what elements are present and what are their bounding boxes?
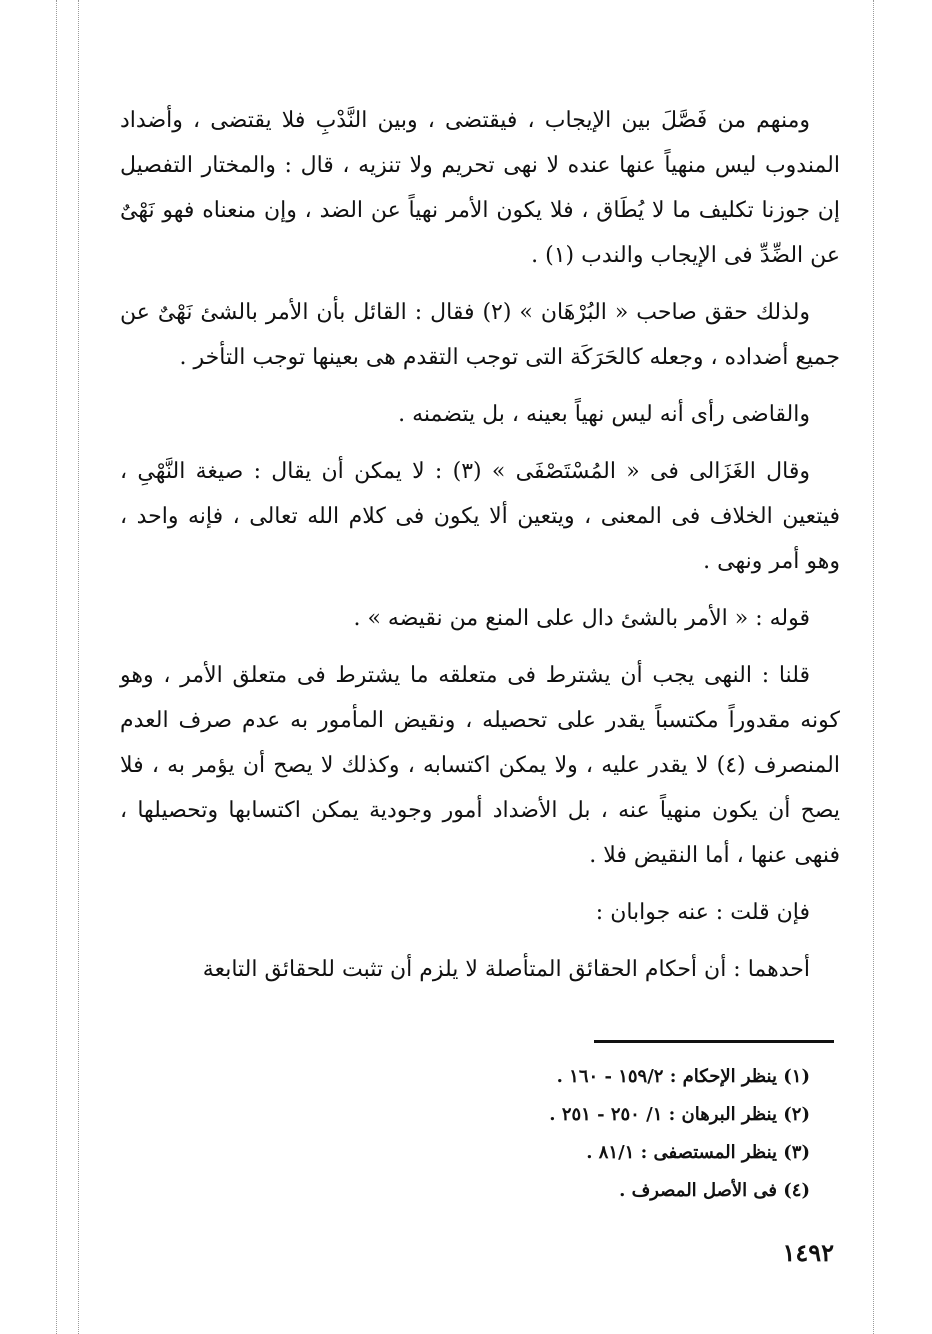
body-text xyxy=(120,98,840,1004)
footnotes xyxy=(380,1058,810,1210)
paragraph: والقاضى رأى أنه ليس نهياً بعينه ، بل يتضمنه . xyxy=(398,402,810,427)
scan-edge-line xyxy=(78,0,79,1334)
scan-edge-line xyxy=(873,0,874,1334)
paragraph: وقال الغَزَالى فى « المُسْتَصْفَى » (٣) : لا يمكن أن يقال : صيغة النَّهْىِ ، فيتعين الخلاف فى المعنى ، ويتعين ألا يكون فى كلام الله تعالى ، فإنه واحد ، وهو أمر ونهى . xyxy=(120,459,840,574)
paragraph: قوله : « الأمر بالشئ دال على المنع من نقيضه » . xyxy=(353,606,810,631)
footnote: (٤) فى الأصل المصرف . xyxy=(619,1180,810,1201)
footnote: (٢) ينظر البرهان : ١/ ٢٥٠ - ٢٥١ . xyxy=(549,1104,810,1125)
scan-edge-line xyxy=(56,0,57,1334)
paragraph: قلنا : النهى يجب أن يشترط فى متعلقه ما يشترط فى متعلق الأمر ، وهو كونه مقدوراً مكتسباً يقدر على تحصيله ، ونقيض المأمور به عدم صرف العدم المنصرف (٤) لا يقدر عليه ، ولا يمكن اكتسابه ، وكذلك لا يصح أن يؤمر به ، فلا يصح أن يكون منهياً عنه ، بل الأضداد أمور وجودية يمكن اكتسابها وتحصيلها ، فنهى عنها ، أما النقيض فلا . xyxy=(120,663,840,868)
footnote: (٣) ينظر المستصفى : ٨١/١ . xyxy=(586,1142,810,1163)
paragraph: ولذلك حقق صاحب « البُرْهَان » (٢) فقال : القائل بأن الأمر بالشئ نَهْىٌ عن جميع أضداده ، وجعله كالحَرَكَة التى توجب التقدم هى بعينها توجب التأخر . xyxy=(120,300,840,370)
page-number: ١٤٩٢ xyxy=(782,1238,834,1267)
paragraph: أحدهما : أن أحكام الحقائق المتأصلة لا يلزم أن تثبت للحقائق التابعة xyxy=(202,957,810,982)
paragraph: ومنهم من فَصَّلَ بين الإيجاب ، فيقتضى ، وبين النَّدْبِ فلا يقتضى ، وأضداد المندوب ليس منهياً عنها عنده لا نهى تحريم ولا تنزيه ، قال : والمختار التفصيل إن جوزنا تكليف ما لا يُطَاق ، فلا يكون الأمر نهياً عن الضد ، وإن منعناه فهو نَهْىٌ عن الضِّدِّ فى الإيجاب والندب (١) . xyxy=(120,108,840,268)
footnote-separator xyxy=(594,1040,834,1043)
paragraph: فإن قلت : عنه جوابان : xyxy=(595,900,810,925)
footnote: (١) ينظر الإحكام : ١٥٩/٢ - ١٦٠ . xyxy=(556,1066,810,1087)
